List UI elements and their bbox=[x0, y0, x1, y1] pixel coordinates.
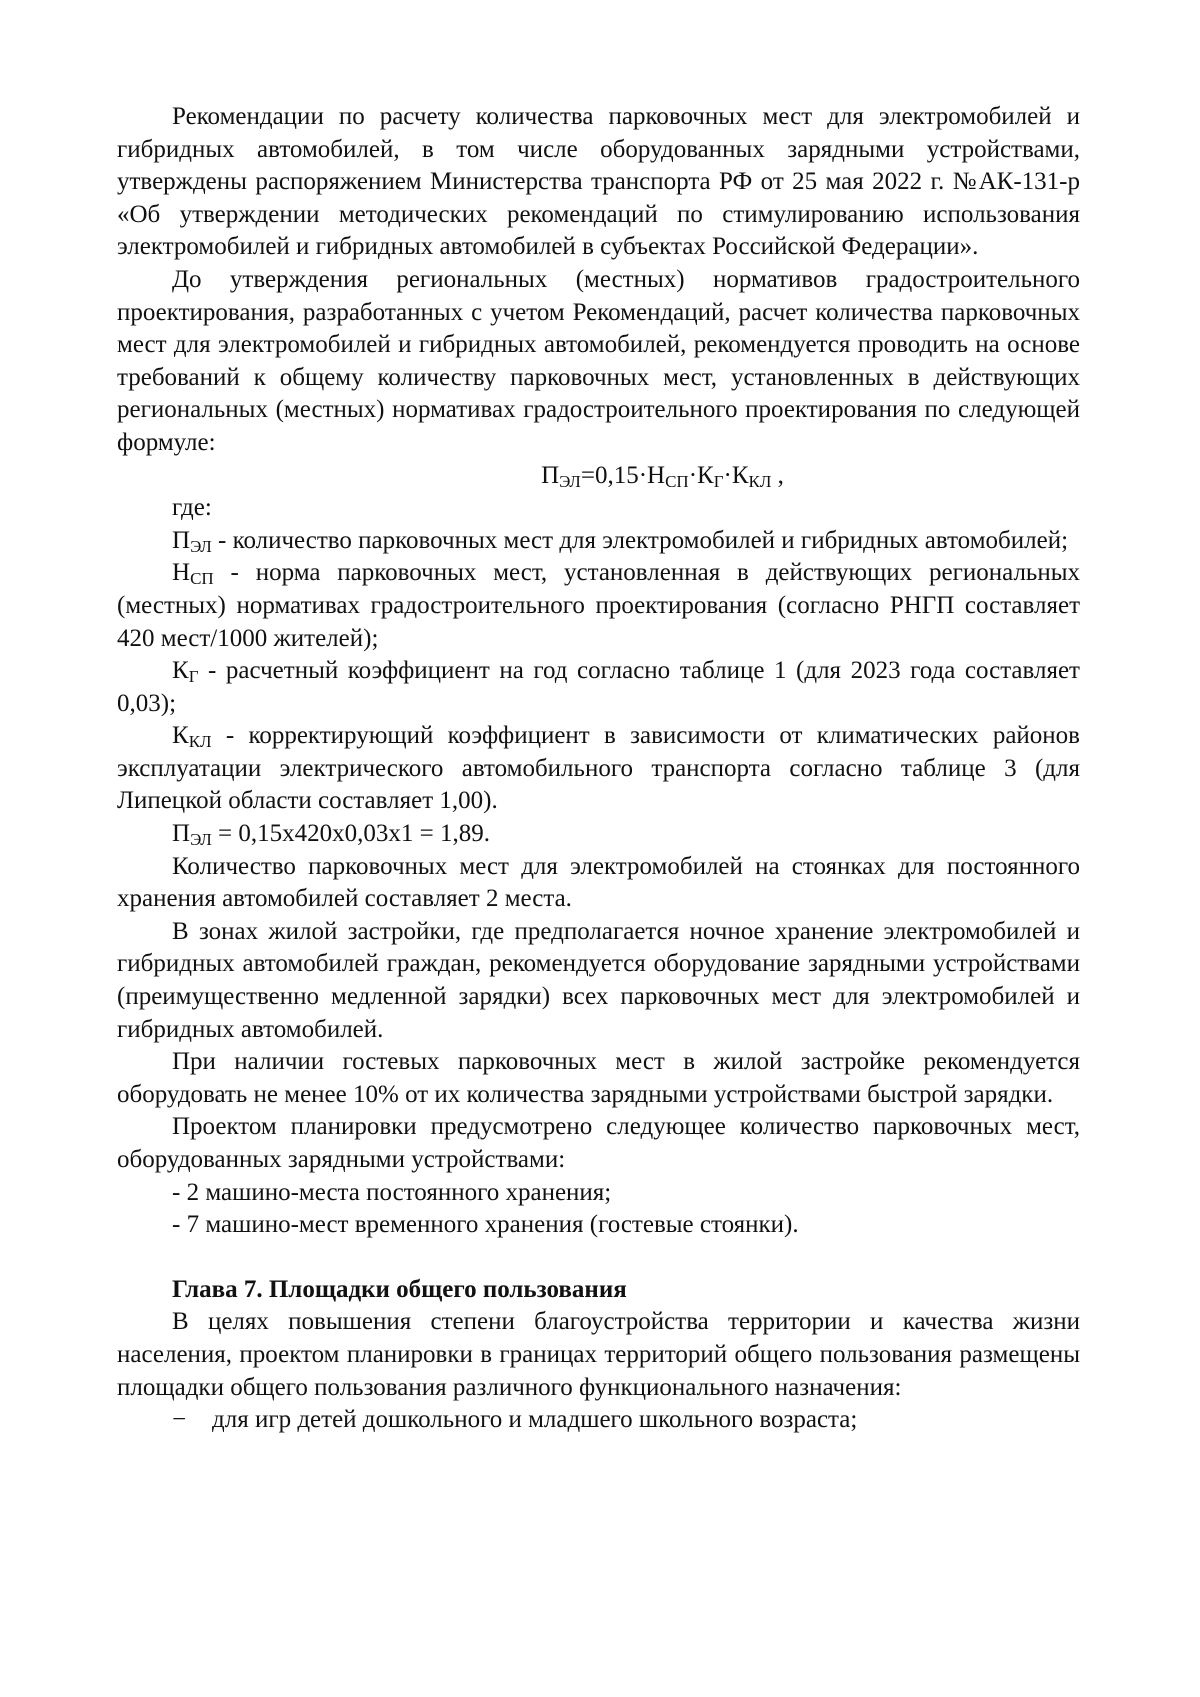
project-item-permanent: - 2 машино-места постоянного хранения; bbox=[172, 1178, 612, 1206]
before-formula-paragraph: До утверждения региональных (местных) нормативов градостроительного проектирования, разработанных с учетом Рекомендаций, расчет количества парковочных мест для электромобилей и гибридных автомобилей, рекомендуется проводить на основе требований к общему количеству парковочных мест, установленных в действующих региональных (местных) нормативах градостроительного проектирования по следующей формуле: bbox=[117, 265, 1080, 456]
formula: $П_{ЭЛ}=0,15\cdot Н_{СП}\cdot К_Г\cdot К_{КЛ}$ , bbox=[541, 461, 784, 491]
calculation-line: $П_{ЭЛ} = 0,15х420х0,03х1 = 1,89$. bbox=[172, 820, 490, 850]
project-item-temporary: - 7 машино-мест временного хранения (гостевые стоянки). bbox=[172, 1211, 799, 1239]
document-page bbox=[117, 101, 1080, 1437]
project-paragraph: Проектом планировки предусмотрено следующее количество парковочных мест, оборудованных зарядными устройствами: bbox=[117, 1113, 1080, 1173]
guest-paragraph: При наличии гостевых парковочных мест в жилой застройке рекомендуется оборудовать не менее 10% от их количества зарядными устройствами быстрой зарядки. bbox=[117, 1048, 1080, 1108]
chapter-heading: Глава 7. Площадки общего пользования bbox=[172, 1275, 627, 1303]
list-item-text: для игр детей дошкольного и младшего школьного возраста; bbox=[212, 1406, 858, 1434]
definition-p-el: $П_{ЭЛ}$ - количество парковочных мест для электромобилей и гибридных автомобилей; bbox=[172, 526, 1069, 556]
list-item bbox=[117, 1404, 1080, 1437]
zones-paragraph: В зонах жилой застройки, где предполагается ночное хранение электромобилей и гибридных автомобилей граждан, рекомендуется оборудование зарядными устройствами (преимущественно медленной зарядки) всех парковочных мест для электромобилей и гибридных автомобилей. bbox=[117, 917, 1080, 1043]
dash-bullet: − bbox=[172, 1406, 187, 1434]
intro-paragraph: Рекомендации по расчету количества парковочных мест для электромобилей и гибридных автомобилей, в том числе оборудованных зарядными устройствами, утверждены распоряжением Министерства транспорта РФ от 25 мая 2022 г. №АК-131-р «Об утверждении методических рекомендаций по стимулированию использования электромобилей и гибридных автомобилей в субъектах Российской Федерации». bbox=[117, 103, 1080, 261]
definition-k-kl: $К_{КЛ}$ - корректирующий коэффициент в зависимости от климатических районов эксплуатации электрического автомобильного транспорта согласно таблице 3 (для Липецкой области составляет 1,00). bbox=[117, 722, 1080, 815]
chapter-paragraph: В целях повышения степени благоустройства территории и качества жизни населения, проектом планировки в границах территорий общего пользования размещены площадки общего пользования различного функционального назначения: bbox=[117, 1308, 1080, 1401]
definition-k-g: $К_Г$ - расчетный коэффициент на год согласно таблице 1 (для 2023 года составляет 0,03); bbox=[117, 657, 1080, 717]
definition-n-sp: $Н_{СП}$ - норма парковочных мест, установленная в действующих региональных (местных) нормативах градостроительного проектирования (согласно РНГП составляет 420 мест/1000 жителей); bbox=[117, 559, 1080, 652]
count-paragraph: Количество парковочных мест для электромобилей на стоянках для постоянного хранения автомобилей составляет 2 места. bbox=[117, 852, 1080, 913]
where-label: где: bbox=[172, 494, 212, 522]
